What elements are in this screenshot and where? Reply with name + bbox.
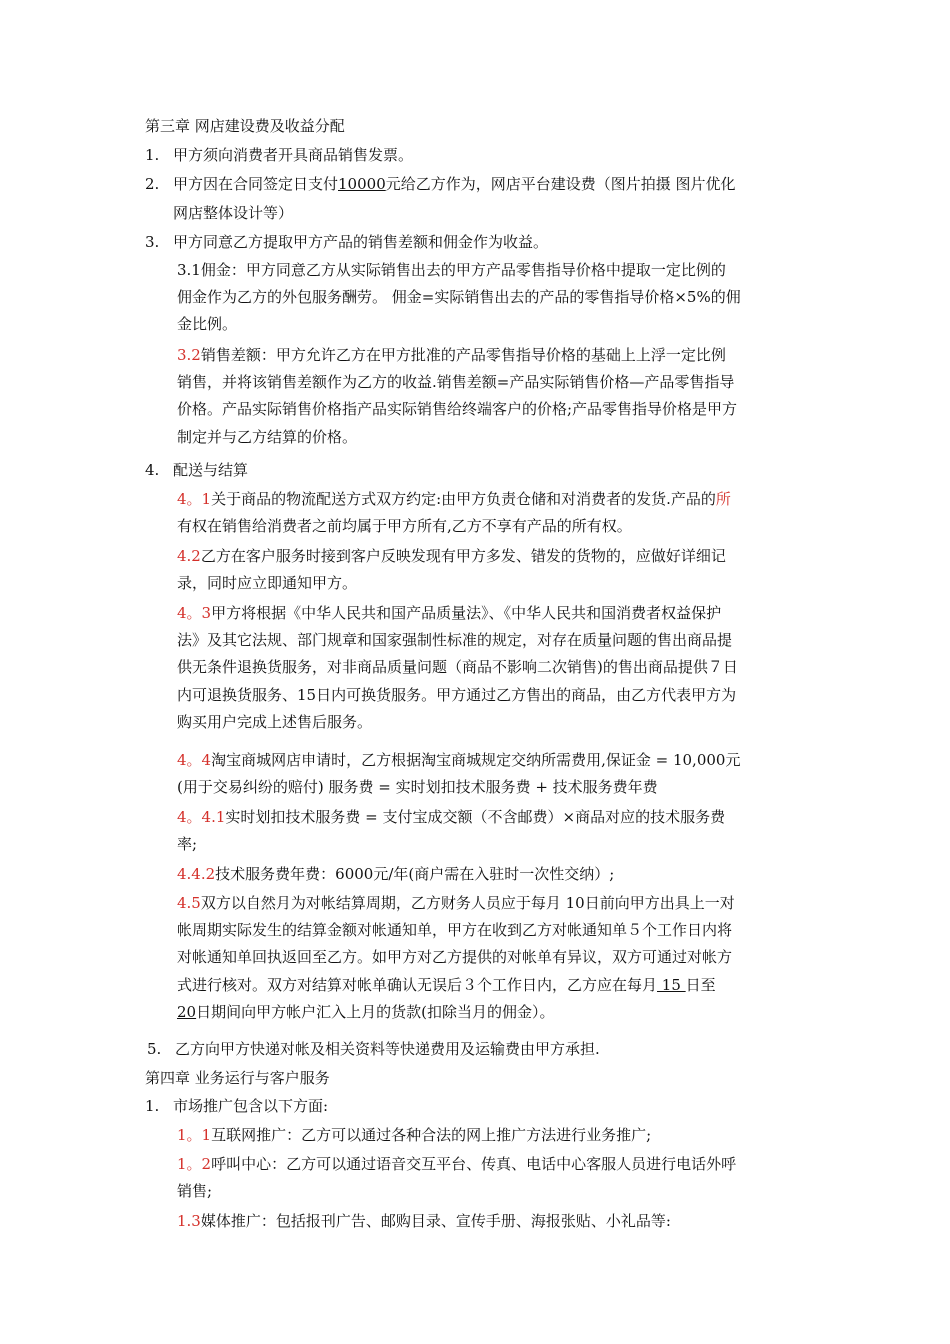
clause-number: 4.2	[177, 547, 201, 565]
clause-line: 对帐通知单回执返回至乙方。如甲方对乙方提供的对帐单有异议，双方可通过对帐方	[177, 948, 733, 967]
clause-line: 法》及其它法规、部门规章和国家强制性标准的规定，对存在质量问题的售出商品提	[177, 631, 733, 650]
clause-number: 3.1	[177, 261, 201, 279]
chapter-4-section-1	[145, 1093, 785, 1120]
section-number: 2.	[145, 175, 160, 193]
clause-line: 乙方在客户服务时接到客户反映发现有甲方多发、错发的货物的，应做好详细记	[200, 547, 726, 565]
section-1	[145, 142, 785, 169]
section-2-continued: 网店整体设计等）	[173, 204, 294, 222]
clause-number: 1。2	[177, 1155, 212, 1173]
clause-line: 内可退换货服务、15日内可换货服务。甲方通过乙方售出的商品，由乙方代表甲方为	[177, 685, 737, 704]
clause-1-2	[177, 1151, 787, 1205]
clause-line: 销售差额：甲方允许乙方在甲方批准的产品零售指导价格的基础上上浮一定比例	[200, 346, 726, 364]
section-2	[145, 171, 785, 198]
settlement-end-day: 20	[177, 1002, 197, 1021]
clause-line: 价格。产品实际销售价格指产品实际销售给终端客户的价格;产品零售指导价格是甲方	[177, 400, 738, 419]
clause-line: (用于交易纠纷的赔付) 服务费 = 实时划扣技术服务费 + 技术服务费年费	[177, 778, 658, 797]
clause-4-5	[177, 890, 787, 1026]
clause-number: 4。4	[177, 751, 212, 769]
chapter-3-title: 第三章 网店建设费及收益分配	[145, 117, 345, 135]
clause-number: 1。1	[177, 1126, 212, 1144]
section-text: 乙方向甲方快递对帐及相关资料等快递费用及运输费由甲方承担.	[175, 1040, 600, 1058]
clause-line-red-char: 所	[715, 490, 731, 508]
clause-line: 媒体推广：包括报刊广告、邮购目录、宣传手册、海报张贴、小礼品等:	[200, 1212, 671, 1230]
clause-line: 甲方将根据《中华人民共和国产品质量法》、《中华人民共和国消费者权益保护	[211, 604, 722, 622]
clause-line: 日至	[685, 975, 716, 994]
clause-3-2	[177, 342, 787, 451]
clause-4-4-1	[177, 804, 787, 858]
fee-amount: 10000	[338, 175, 386, 193]
clause-line: 呼叫中心：乙方可以通过语音交互平台、传真、电话中心客服人员进行电话外呼	[211, 1155, 737, 1173]
settlement-start-day: 15	[657, 975, 686, 994]
section-number: 3.	[145, 233, 160, 251]
section-number: 5.	[147, 1040, 162, 1058]
clause-line: 式进行核对。双方对结算对帐单确认无误后３个工作日内，乙方应在每月	[177, 975, 658, 994]
section-4	[145, 457, 785, 484]
section-text: 配送与结算	[173, 461, 249, 479]
clause-number: 4。4.1	[177, 808, 226, 826]
clause-3-1	[177, 257, 787, 339]
section-text: 甲方同意乙方提取甲方产品的销售差额和佣金作为收益。	[173, 233, 549, 251]
clause-line: 帐周期实际发生的结算金额对帐通知单，甲方在收到乙方对帐通知单５个工作日内将	[177, 921, 733, 940]
clause-line: 佣金作为乙方的外包服务酬劳。 佣金=实际销售出去的产品的零售指导价格×5%的佣	[177, 288, 741, 307]
clause-line: 销售，并将该销售差额作为乙方的收益.销售差额=产品实际销售价格—产品零售指导	[177, 373, 735, 392]
clause-line: 供无条件退换货服务，对非商品质量问题（商品不影响二次销售)的售出商品提供７日	[177, 658, 738, 677]
clause-number: 4.5	[177, 894, 201, 912]
clause-4-3	[177, 600, 787, 736]
clause-line: 关于商品的物流配送方式双方约定:由甲方负责仓储和对消费者的发货.产品的	[211, 490, 716, 508]
clause-line: 淘宝商城网店申请时，乙方根据淘宝商城规定交纳所需费用,保证金 = 10,000元	[211, 751, 741, 769]
section-number: 1.	[145, 1097, 160, 1115]
section-text: 甲方须向消费者开具商品销售发票。	[173, 146, 414, 164]
clause-line: 佣金：甲方同意乙方从实际销售出去的甲方产品零售指导价格中提取一定比例的	[200, 261, 726, 279]
clause-4-2	[177, 543, 787, 597]
clause-4-4-2	[177, 861, 787, 888]
clause-number: 4.4.2	[177, 865, 216, 883]
clause-line: 销售;	[177, 1182, 213, 1201]
clause-line: 技术服务费年费：6000元/年(商户需在入驻时一次性交纳）;	[215, 865, 615, 883]
clause-number: 3.2	[177, 346, 201, 364]
section-text: 甲方因在合同签定日支付	[173, 175, 339, 193]
clause-line: 实时划扣技术服务费 = 支付宝成交额（不含邮费）×商品对应的技术服务费	[225, 808, 726, 826]
clause-line: 有权在销售给消费者之前均属于甲方所有,乙方不享有产品的所有权。	[177, 517, 632, 536]
clause-line: 双方以自然月为对帐结算周期，乙方财务人员应于每月 10日前向甲方出具上一对	[200, 894, 735, 912]
clause-line: 录，同时应立即通知甲方。	[177, 574, 358, 593]
chapter-4-title: 第四章 业务运行与客户服务	[145, 1069, 330, 1087]
clause-line: 金比例。	[177, 315, 238, 334]
clause-4-1	[177, 486, 787, 540]
section-text: 市场推广包含以下方面:	[173, 1097, 329, 1115]
section-text: 元给乙方作为，网店平台建设费（图片拍摄 图片优化	[385, 175, 736, 193]
section-number: 4.	[145, 461, 160, 479]
section-5	[147, 1036, 787, 1063]
clause-line: 制定并与乙方结算的价格。	[177, 427, 358, 446]
clause-number: 4。3	[177, 604, 212, 622]
clause-line: 日期间向甲方帐户汇入上月的货款(扣除当月的佣金）。	[196, 1002, 555, 1021]
clause-number: 4。1	[177, 490, 212, 508]
clause-1-1	[177, 1122, 787, 1149]
clause-line: 购买用户完成上述售后服务。	[177, 712, 373, 731]
clause-1-3	[177, 1208, 787, 1235]
clause-number: 1.3	[177, 1212, 201, 1230]
clause-4-4	[177, 747, 787, 801]
clause-line: 互联网推广：乙方可以通过各种合法的网上推广方法进行业务推广;	[211, 1126, 652, 1144]
section-number: 1.	[145, 146, 160, 164]
section-3	[145, 229, 785, 256]
clause-line: 率;	[177, 835, 198, 854]
